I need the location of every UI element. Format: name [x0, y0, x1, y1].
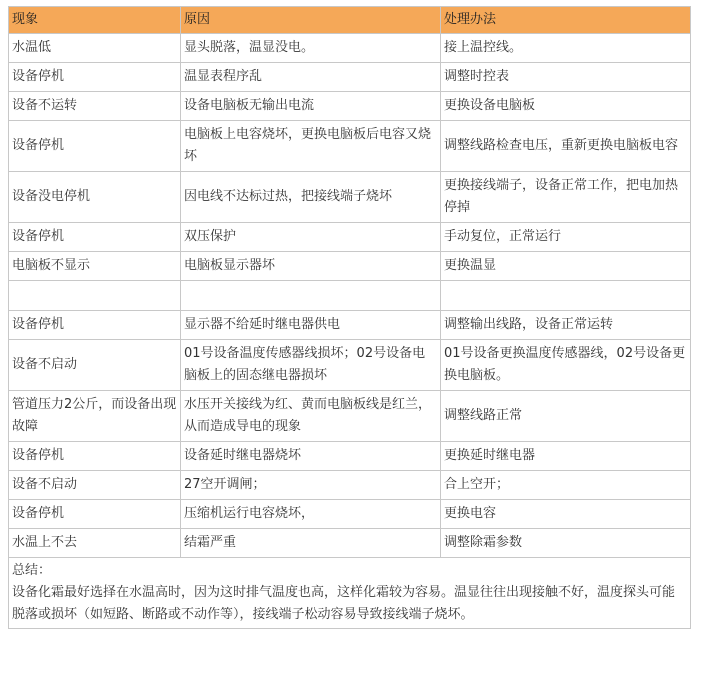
cell-phenomenon: 设备停机 [9, 63, 181, 92]
cell-phenomenon: 设备停机 [9, 311, 181, 340]
cell-solution: 调整线路正常 [441, 391, 691, 442]
table-row [9, 340, 691, 391]
cell-phenomenon: 水温低 [9, 34, 181, 63]
cell-cause: 压缩机运行电容烧坏， [181, 500, 441, 529]
cell-solution: 调整除霜参数 [441, 529, 691, 558]
cell-phenomenon: 设备不运转 [9, 92, 181, 121]
table-row [9, 529, 691, 558]
table-row [9, 311, 691, 340]
cell-cause: 水压开关接线为红、黄而电脑板线是红兰，从而造成导电的现象 [181, 391, 441, 442]
summary-cell [9, 558, 691, 629]
cell-solution: 手动复位，正常运行 [441, 223, 691, 252]
cell-cause: 因电线不达标过热，把接线端子烧坏 [181, 172, 441, 223]
cell-phenomenon: 设备没电停机 [9, 172, 181, 223]
cell-solution: 接上温控线。 [441, 34, 691, 63]
table-row [9, 252, 691, 281]
table-row [9, 34, 691, 63]
table-row [9, 500, 691, 529]
cell-cause: 结霜严重 [181, 529, 441, 558]
cell-cause: 设备延时继电器烧坏 [181, 442, 441, 471]
cell-phenomenon: 电脑板不显示 [9, 252, 181, 281]
cell-phenomenon: 设备停机 [9, 121, 181, 172]
cell-cause: 电脑板上电容烧坏，更换电脑板后电容又烧坏 [181, 121, 441, 172]
cell-phenomenon: 水温上不去 [9, 529, 181, 558]
summary-row [9, 558, 691, 629]
table-row-empty [9, 281, 691, 311]
table-row [9, 391, 691, 442]
troubleshooting-table-container [8, 6, 690, 629]
table-row [9, 471, 691, 500]
cell-solution: 更换电容 [441, 500, 691, 529]
cell-phenomenon: 设备停机 [9, 500, 181, 529]
cell-cause: 双压保护 [181, 223, 441, 252]
table-row [9, 442, 691, 471]
cell-cause: 显头脱落，温显没电。 [181, 34, 441, 63]
cell-phenomenon: 设备停机 [9, 223, 181, 252]
cell-phenomenon: 设备停机 [9, 442, 181, 471]
cell-solution [441, 281, 691, 311]
cell-cause: 显示器不给延时继电器供电 [181, 311, 441, 340]
summary-text: 设备化霜最好选择在水温高时，因为这时排气温度也高，这样化霜较为容易。温显往往出现接触不好，温度探头可能脱落或损坏（如短路、断路或不动作等），接线端子松动容易导致接线端子烧坏。 [12, 585, 676, 622]
cell-phenomenon: 设备不启动 [9, 471, 181, 500]
troubleshooting-table [8, 6, 691, 629]
cell-solution: 更换接线端子，设备正常工作，把电加热停掉 [441, 172, 691, 223]
cell-solution: 合上空开； [441, 471, 691, 500]
header-solution: 处理办法 [441, 7, 691, 34]
cell-phenomenon [9, 281, 181, 311]
header-row [9, 7, 691, 34]
cell-solution: 调整线路检查电压，重新更换电脑板电容 [441, 121, 691, 172]
cell-solution: 调整时控表 [441, 63, 691, 92]
table-row [9, 223, 691, 252]
cell-cause: 温显表程序乱 [181, 63, 441, 92]
table-row [9, 63, 691, 92]
summary-label: 总结： [12, 563, 52, 578]
cell-cause: 01号设备温度传感器线损坏；02号设备电脑板上的固态继电器损坏 [181, 340, 441, 391]
cell-solution: 更换延时继电器 [441, 442, 691, 471]
cell-phenomenon: 管道压力2公斤，而设备出现故障 [9, 391, 181, 442]
cell-cause: 电脑板显示器坏 [181, 252, 441, 281]
header-phenomenon: 现象 [9, 7, 181, 34]
cell-solution: 01号设备更换温度传感器线，02号设备更换电脑板。 [441, 340, 691, 391]
header-cause: 原因 [181, 7, 441, 34]
cell-cause: 27空开调闸； [181, 471, 441, 500]
cell-phenomenon: 设备不启动 [9, 340, 181, 391]
cell-solution: 更换温显 [441, 252, 691, 281]
cell-cause: 设备电脑板无输出电流 [181, 92, 441, 121]
cell-solution: 更换设备电脑板 [441, 92, 691, 121]
cell-solution: 调整输出线路，设备正常运转 [441, 311, 691, 340]
table-row [9, 172, 691, 223]
table-row [9, 92, 691, 121]
table-row [9, 121, 691, 172]
cell-cause [181, 281, 441, 311]
